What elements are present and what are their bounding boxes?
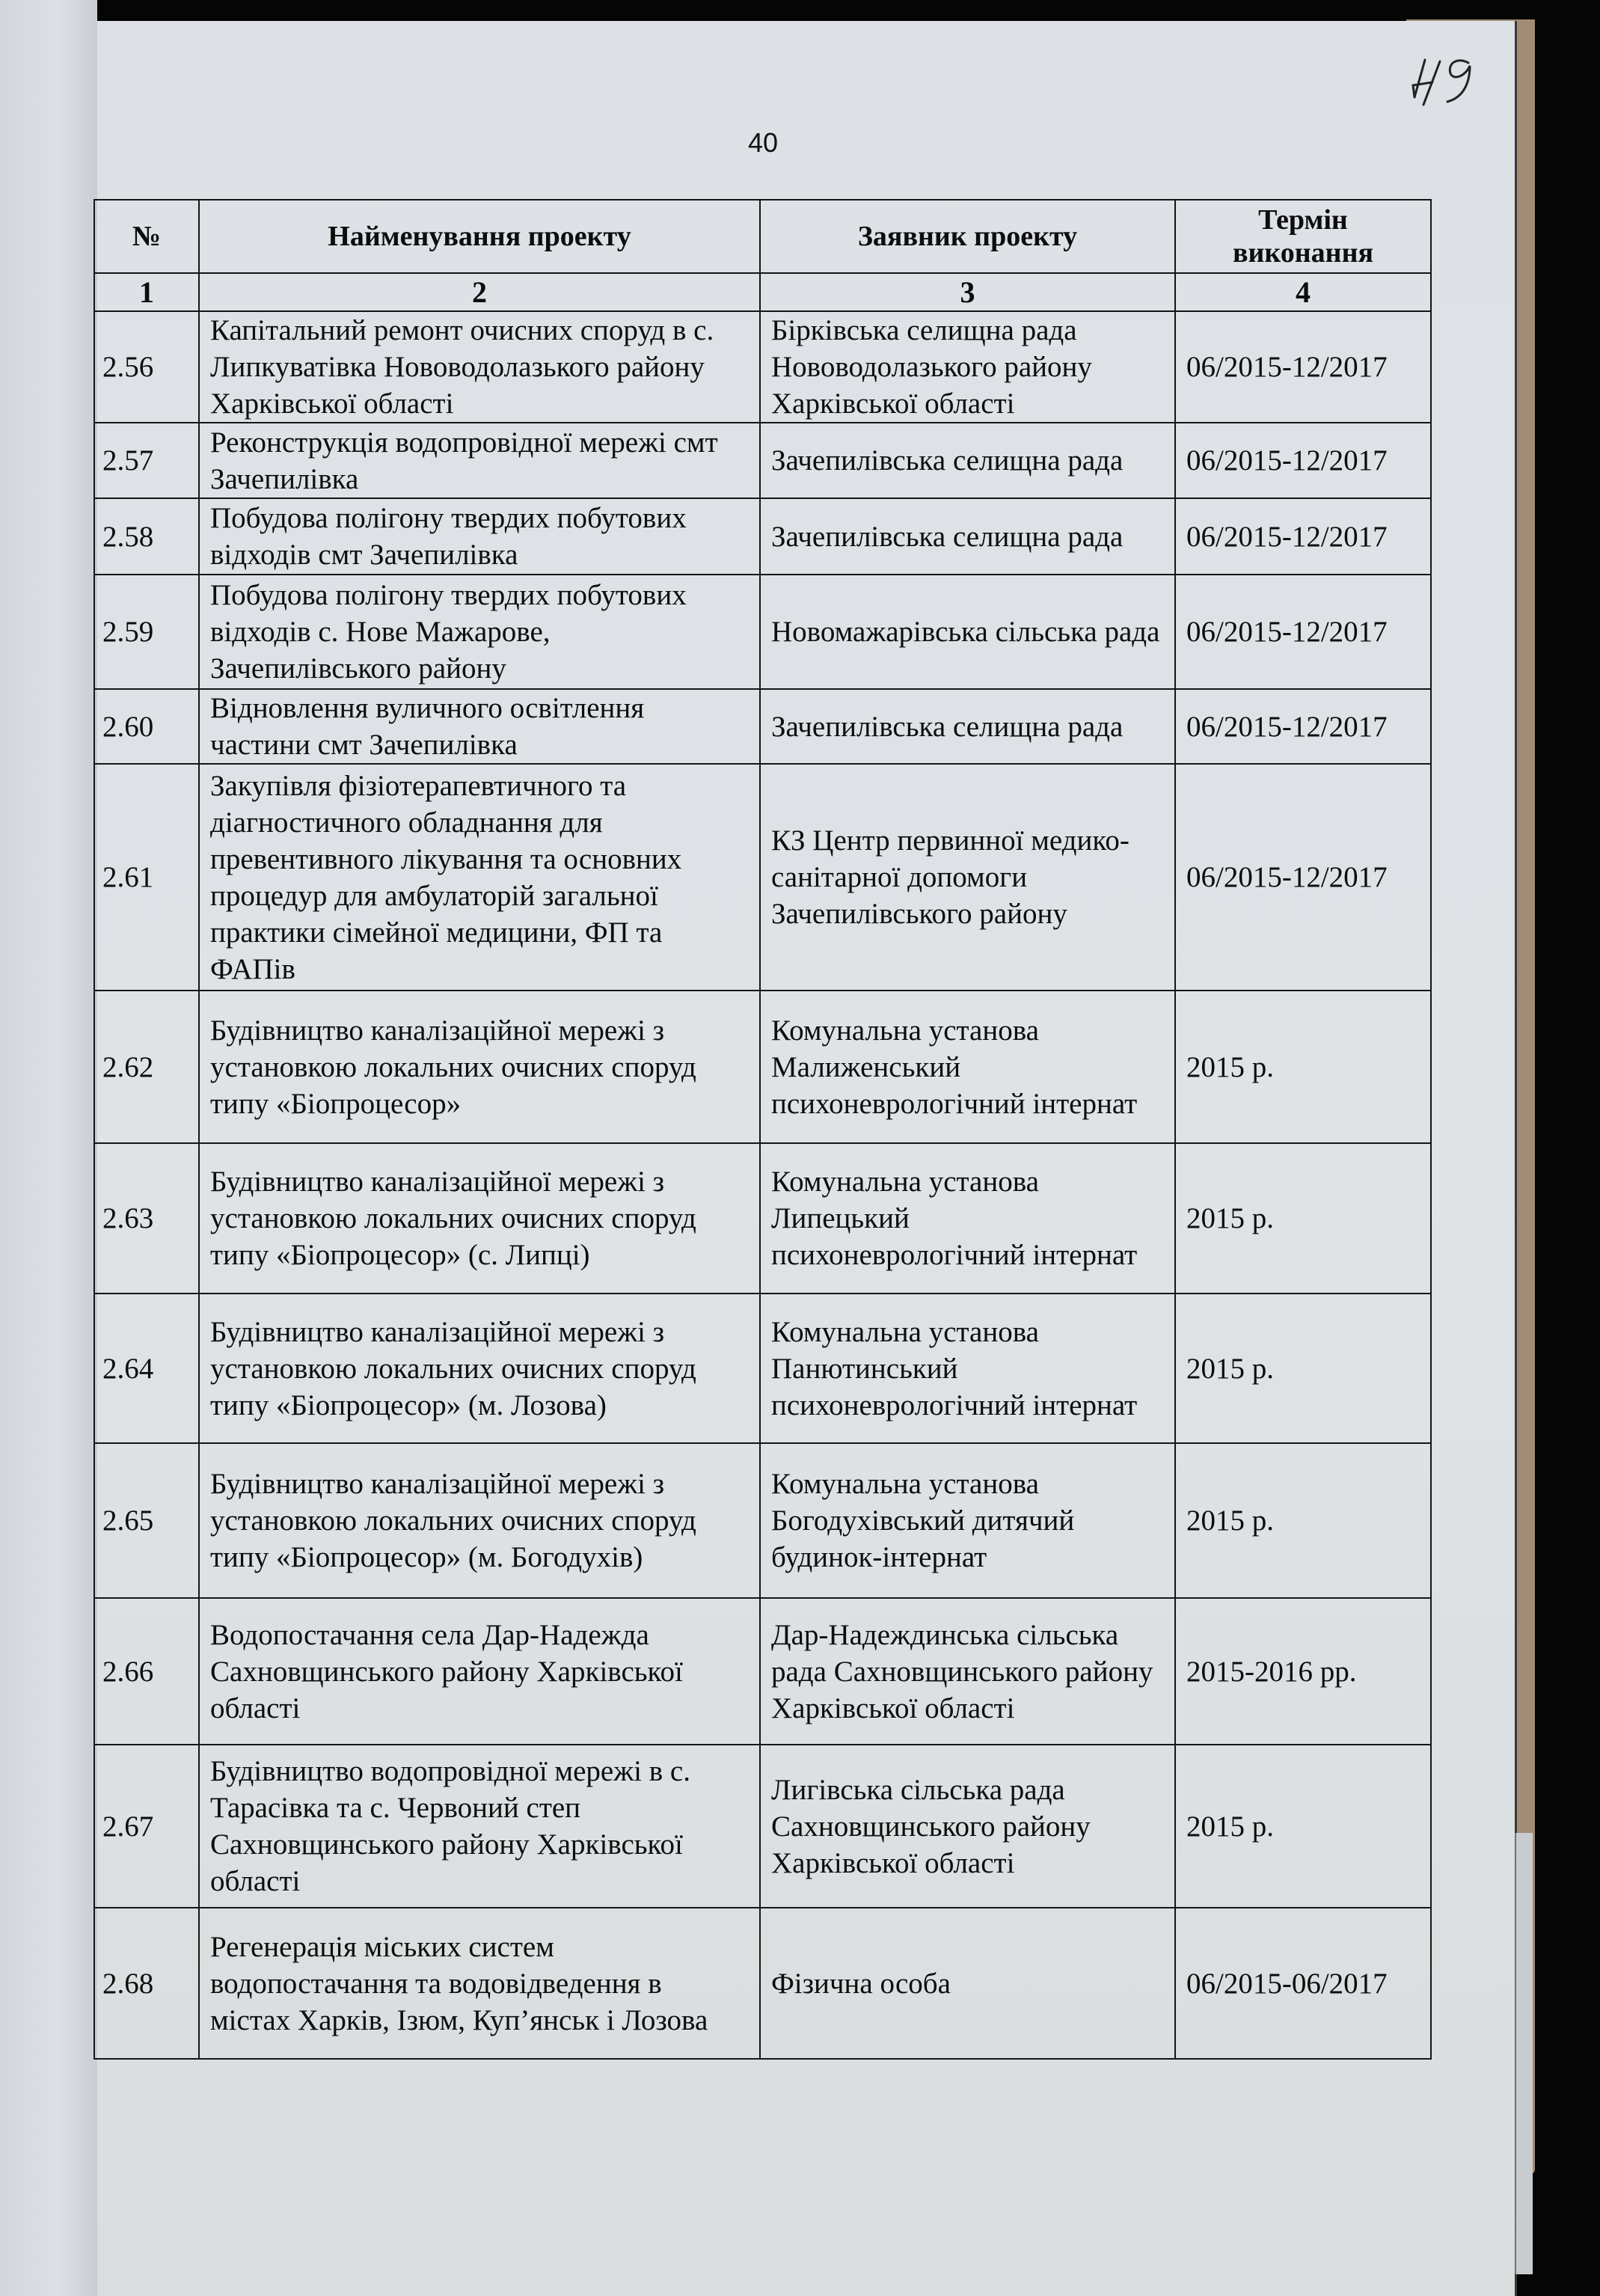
project-term: 2015 р. — [1175, 991, 1431, 1143]
table-row — [94, 991, 1431, 1143]
header-project-name: Найменування проекту — [199, 200, 760, 273]
table-row — [94, 1745, 1431, 1908]
table-row — [94, 689, 1431, 764]
page-edge — [1515, 1833, 1533, 2274]
row-number: 2.66 — [94, 1598, 199, 1745]
column-number-row — [94, 273, 1431, 311]
table-row — [94, 1143, 1431, 1294]
project-name: Будівництво каналізаційної мережі з установкою локальних очисних споруд типу «Біопроцесор» (м. Лозова) — [199, 1294, 760, 1443]
row-number: 2.63 — [94, 1143, 199, 1294]
project-name: Закупівля фізіотерапевтичного та діагностичного обладнання для превентивного лікування та основних процедур для амбулаторій загальної практики сімейної медицини, ФП та ФАПів — [199, 764, 760, 991]
column-number-3: 3 — [760, 273, 1175, 311]
adjacent-page — [0, 0, 97, 2296]
row-number: 2.56 — [94, 311, 199, 423]
row-number: 2.62 — [94, 991, 199, 1143]
project-name: Побудова полігону твердих побутових відходів с. Нове Мажарове, Зачепилівського району — [199, 575, 760, 689]
row-number: 2.64 — [94, 1294, 199, 1443]
project-name: Будівництво каналізаційної мережі з установкою локальних очисних споруд типу «Біопроцесор» (м. Богодухів) — [199, 1443, 760, 1598]
project-applicant: Фізична особа — [760, 1908, 1175, 2059]
column-number-4: 4 — [1175, 273, 1431, 311]
projects-table — [94, 199, 1432, 2060]
project-applicant: Лигівська сільська рада Сахновщинського району Харківської області — [760, 1745, 1175, 1908]
project-term: 06/2015-12/2017 — [1175, 689, 1431, 764]
table-row — [94, 1443, 1431, 1598]
project-name: Капітальний ремонт очисних споруд в с. Липкуватівка Нововодолазького району Харківської області — [199, 311, 760, 423]
project-name: Будівництво каналізаційної мережі з установкою локальних очисних споруд типу «Біопроцесор» (с. Липці) — [199, 1143, 760, 1294]
project-applicant: Комунальна установа Малиженський психоневрологічний інтернат — [760, 991, 1175, 1143]
row-number: 2.67 — [94, 1745, 199, 1908]
handwritten-folio-drawing — [1410, 52, 1477, 112]
row-number: 2.60 — [94, 689, 199, 764]
project-term: 2015-2016 рр. — [1175, 1598, 1431, 1745]
header-applicant: Заявник проекту — [760, 200, 1175, 273]
project-applicant: Комунальна установа Панютинський психоневрологічний інтернат — [760, 1294, 1175, 1443]
row-number: 2.68 — [94, 1908, 199, 2059]
project-name: Відновлення вуличного освітлення частини смт Зачепилівка — [199, 689, 760, 764]
project-term: 06/2015-12/2017 — [1175, 764, 1431, 991]
table-row — [94, 1294, 1431, 1443]
header-term: Термін виконання — [1175, 200, 1431, 273]
project-name: Водопостачання села Дар-Надежда Сахновщинського району Харківської області — [199, 1598, 760, 1745]
project-term: 06/2015-12/2017 — [1175, 423, 1431, 498]
project-name: Побудова полігону твердих побутових відходів смт Зачепилівка — [199, 498, 760, 575]
project-term: 06/2015-12/2017 — [1175, 498, 1431, 575]
project-applicant: Зачепилівська селищна рада — [760, 498, 1175, 575]
project-applicant: Комунальна установа Липецький психоневрологічний інтернат — [760, 1143, 1175, 1294]
project-name: Реконструкція водопровідної мережі смт Зачепилівка — [199, 423, 760, 498]
project-name: Будівництво водопровідної мережі в с. Тарасівка та с. Червоний степ Сахновщинського району Харківської області — [199, 1745, 760, 1908]
table-row — [94, 311, 1431, 423]
row-number: 2.65 — [94, 1443, 199, 1598]
project-applicant: КЗ Центр первинної медико-санітарної допомоги Зачепилівського району — [760, 764, 1175, 991]
row-number: 2.59 — [94, 575, 199, 689]
project-applicant: Комунальна установа Богодухівський дитячий будинок-інтернат — [760, 1443, 1175, 1598]
table-row — [94, 1908, 1431, 2059]
project-name: Будівництво каналізаційної мережі з установкою локальних очисних споруд типу «Біопроцесор» — [199, 991, 760, 1143]
project-term: 06/2015-06/2017 — [1175, 1908, 1431, 2059]
project-term: 2015 р. — [1175, 1294, 1431, 1443]
header-number: № — [94, 200, 199, 273]
project-term: 06/2015-12/2017 — [1175, 575, 1431, 689]
project-term: 06/2015-12/2017 — [1175, 311, 1431, 423]
table-row — [94, 575, 1431, 689]
row-number: 2.61 — [94, 764, 199, 991]
row-number: 2.57 — [94, 423, 199, 498]
table-row — [94, 498, 1431, 575]
page-number: 40 — [747, 127, 779, 158]
row-number: 2.58 — [94, 498, 199, 575]
project-applicant: Бірківська селищна рада Нововодолазького району Харківської області — [760, 311, 1175, 423]
table-row — [94, 1598, 1431, 1745]
project-term: 2015 р. — [1175, 1143, 1431, 1294]
project-applicant: Зачепилівська селищна рада — [760, 423, 1175, 498]
project-term: 2015 р. — [1175, 1443, 1431, 1598]
project-applicant: Новомажарівська сільська рада — [760, 575, 1175, 689]
handwritten-folio-number — [1410, 52, 1477, 112]
column-number-1: 1 — [94, 273, 199, 311]
column-number-2: 2 — [199, 273, 760, 311]
project-applicant: Дар-Надеждинська сільська рада Сахновщинського району Харківської області — [760, 1598, 1175, 1745]
project-term: 2015 р. — [1175, 1745, 1431, 1908]
table-row — [94, 764, 1431, 991]
table-row — [94, 423, 1431, 498]
project-name: Регенерація міських систем водопостачання та водовідведення в містах Харків, Ізюм, Куп’янськ і Лозова — [199, 1908, 760, 2059]
header-row — [94, 200, 1431, 273]
project-applicant: Зачепилівська селищна рада — [760, 689, 1175, 764]
